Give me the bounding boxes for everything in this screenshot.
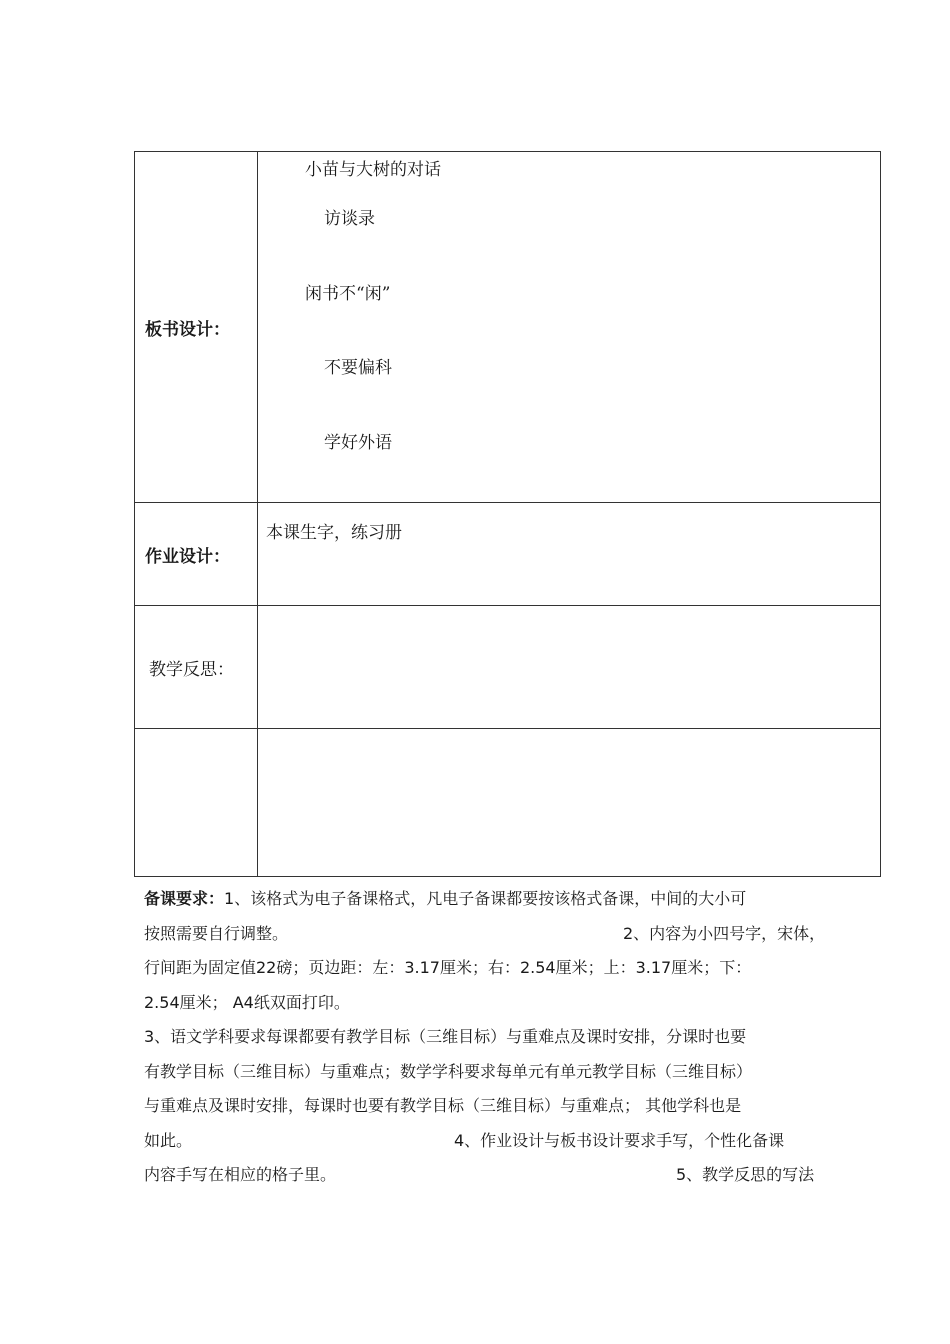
board-design-cell — [258, 152, 881, 503]
board-line: 访谈录 — [324, 209, 375, 229]
lesson-prep-requirements — [144, 882, 844, 1193]
requirement-line — [144, 986, 844, 1021]
requirements-heading: 备课要求： — [144, 889, 225, 908]
lesson-plan-table — [134, 151, 881, 877]
requirement-line — [144, 1020, 844, 1055]
requirement-text: 行间距为固定值22磅；页边距：左：3.17厘米；右：2.54厘米；上：3.17厘米；下： — [144, 958, 752, 977]
requirement-line — [144, 1055, 844, 1090]
board-design-label: 板书设计： — [135, 152, 258, 503]
requirement-text: 5、教学反思的写法 — [676, 1165, 815, 1184]
blank-row — [135, 729, 881, 877]
requirement-text: 内容手写在相应的格子里。 — [144, 1165, 337, 1184]
homework-design-cell — [258, 503, 881, 606]
requirement-text: 与重难点及课时安排，每课时也要有教学目标（三维目标）与重难点； 其他学科也是 — [144, 1096, 742, 1115]
blank-content-cell — [258, 729, 881, 877]
homework-content: 本课生字，练习册 — [266, 523, 402, 543]
requirement-line — [144, 1089, 844, 1124]
board-line: 学好外语 — [324, 433, 392, 453]
requirement-line — [144, 951, 844, 986]
requirement-line — [144, 1124, 844, 1159]
requirement-text: 2.54厘米； A4纸双面打印。 — [144, 992, 350, 1012]
homework-design-label: 作业设计： — [135, 503, 258, 606]
requirement-text: 如此。 — [144, 1130, 193, 1150]
board-design-row — [135, 152, 881, 503]
board-line: 小苗与大树的对话 — [305, 160, 441, 180]
teaching-reflection-label: 教学反思： — [135, 606, 258, 729]
board-line: 闲书不“闲” — [305, 284, 391, 304]
teaching-reflection-row — [135, 606, 881, 729]
board-line: 不要偏科 — [324, 358, 392, 378]
requirement-line — [144, 917, 844, 952]
requirement-line — [144, 1158, 844, 1193]
requirement-text: 有教学目标（三维目标）与重难点；数学学科要求每单元有单元教学目标（三维目标） — [144, 1061, 753, 1081]
requirement-line — [144, 882, 844, 917]
requirement-text: 2、内容为小四号字，宋体， — [623, 923, 826, 943]
requirement-text: 1、该格式为电子备课格式，凡电子备课都要按该格式备课，中间的大小可 — [224, 889, 747, 908]
blank-label-cell — [135, 729, 258, 877]
requirement-text: 3、语文学科要求每课都要有教学目标（三维目标）与重难点及课时安排，分课时也要 — [144, 1027, 747, 1046]
homework-design-row — [135, 503, 881, 606]
teaching-reflection-cell — [258, 606, 881, 729]
requirement-text: 4、作业设计与板书设计要求手写，个性化备课 — [454, 1130, 785, 1150]
requirement-text: 按照需要自行调整。 — [144, 923, 289, 943]
